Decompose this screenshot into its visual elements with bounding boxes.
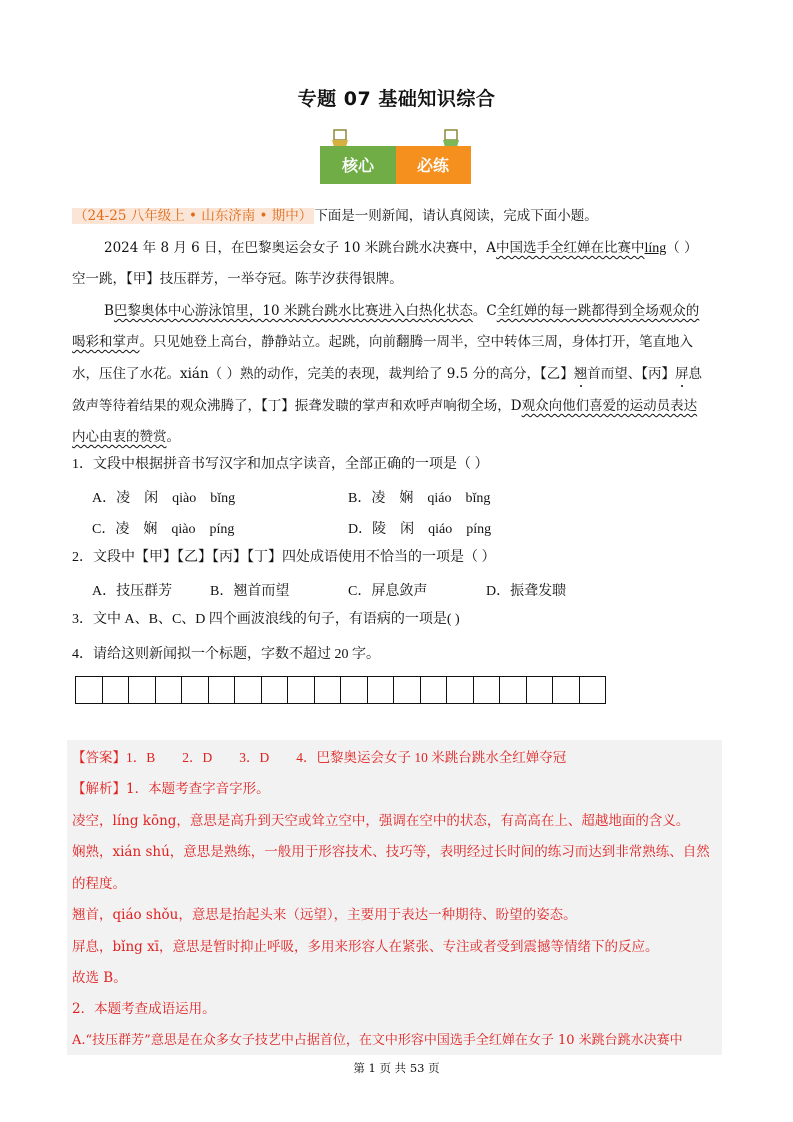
question-2: 2．文段中【甲】【乙】【丙】【丁】四处成语使用不恰当的一项是（ ） [72,550,496,565]
wavy-sentence-c: 全红婵的每一跳都得到全场观众的 [496,303,700,319]
q2-option-d: D．振聋发聩 [486,584,567,599]
passage-line: 敛声等待着结果的观众沸腾了，【丁】振聋发聩的掌声和欢呼声响彻全场，D观众向他们喜爱的运动员表达 [72,398,698,414]
passage-line: 空一跳，【甲】技压群芳，一举夺冠。陈芋汐获得银牌。 [72,271,403,287]
badge-left: 核心 [341,156,375,175]
analysis-line: 故选 B。 [72,970,127,986]
binder-clip-icon [332,130,348,147]
analysis-line: 屏息，bǐng xī，意思是暂时抑止呼吸，多用来形容人在紧张、专注或者受到震撼等情绪下的反应。 [72,939,659,955]
pinyin-blank: líng [644,241,667,256]
q1-option-b: B．凌 娴 qiáo bǐng [348,491,491,506]
wavy-sentence-d: 观众向他们喜爱的运动员表达 [521,398,698,414]
page-title: 专题 07 基础知识综合 [297,88,496,110]
source-tag: （24-25 八年级上 • 山东济南 • 期中） [74,208,313,224]
passage-line: 喝彩和掌声。只见她登上高台，静静站立。起跳，向前翻腾一周半，空中转体三周，身体打开，笔直地入 [72,334,693,350]
answer-line: 【答案】1．B 2．D 3．D 4．巴黎奥运会女子 10 米跳台跳水全红婵夺冠 [72,750,567,765]
passage-line: 内心由衷的赞赏。 [72,429,180,445]
badge-right: 必练 [416,156,450,175]
q1-option-a: A．凌 闲 qiào bǐng [92,491,236,506]
analysis-line: 的程度。 [72,876,126,892]
analysis-line: 翘首，qiáo shǒu，意思是抬起头来（远望），主要用于表达一种期待、盼望的姿态。 [72,907,577,923]
core-practice-badge [318,128,473,188]
q2-option-b: B．翘首而望 [210,584,290,599]
title-answer-grid[interactable] [75,676,606,704]
analysis-heading: 【解析】1．本题考查字音字形。 [72,781,270,797]
analysis-line: 2．本题考查成语运用。 [72,1001,216,1017]
q2-option-a: A．技压群芳 [92,584,173,599]
binder-clip-icon [443,130,459,147]
wavy-sentence-a: 中国选手全红婵在比赛中 [496,240,645,256]
passage-line: 2024 年 8 月 6 日，在巴黎奥运会女子 10 米跳台跳水决赛中，A中国选手全红婵在比赛中líng（ ） [104,240,698,256]
question-1: 1．文段中根据拼音书写汉字和加点字读音，全部正确的一项是（ ） [72,457,489,472]
question-3: 3．文中 A、B、C、D 四个画波浪线的句子，有语病的一项是( ) [72,612,460,627]
wavy-sentence-b: 巴黎奥体中心游泳馆里，10 米跳台跳水比赛进入白热化状态 [113,303,473,319]
page-footer: 第 1 页 共 53 页 [353,1061,440,1075]
passage-line: 水，压住了水花。xián（ ）熟的动作，完美的表现，裁判给了 9.5 分的高分，【乙】翘首而望、【丙】屏息 [72,366,703,382]
q1-option-c: C．凌 娴 qiào píng [92,522,235,537]
analysis-line: 娴熟，xián shú，意思是熟练，一般用于形容技术、技巧等，表明经过长时间的练习而达到非常熟练、自然 [72,844,710,860]
q1-option-d: D．陵 闲 qiáo píng [348,522,492,537]
q2-option-c: C．屏息敛声 [348,584,428,599]
question-4: 4．请给这则新闻拟一个标题，字数不超过 20 字。 [72,647,380,662]
passage-line: B巴黎奥体中心游泳馆里，10 米跳台跳水比赛进入白热化状态。C全红婵的每一跳都得到全场观众的 [104,303,700,319]
analysis-line: 凌空，líng kōng，意思是高升到天空或耸立空中，强调在空中的状态，有高高在上、超越地面的含义。 [72,813,690,829]
question-intro: （24-25 八年级上 • 山东济南 • 期中） 下面是一则新闻，请认真阅读，完成下面小题。 [74,208,598,224]
analysis-line: A.“技压群芳”意思是在众多女子技艺中占据首位，在文中形容中国选手全红婵在女子 10 米跳台跳水决赛中 [72,1033,683,1048]
